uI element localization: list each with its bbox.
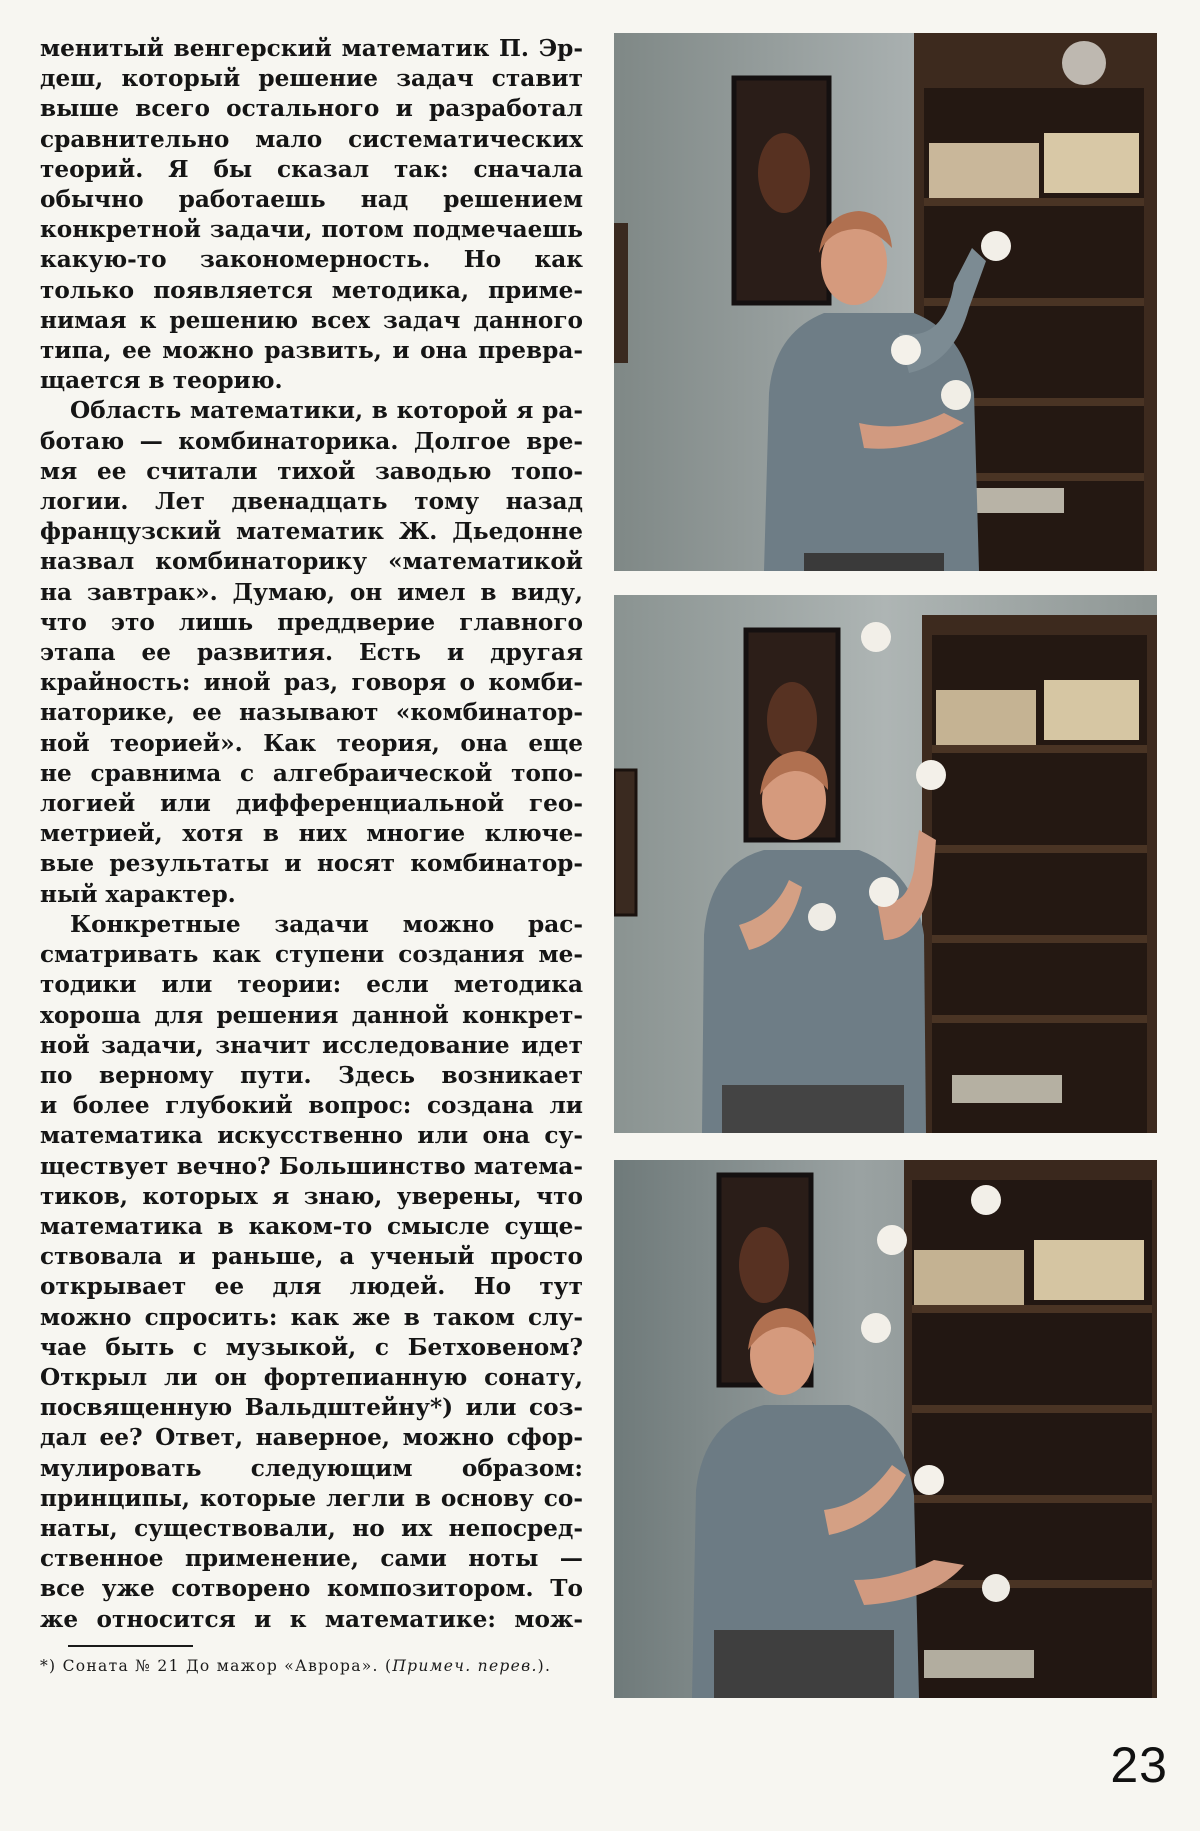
text-line: вые результаты и носят комбинатор- xyxy=(40,850,583,878)
text-line: французский математик Ж. Дьедонне xyxy=(40,518,583,546)
text-line: открывает ее для людей. Но тут xyxy=(40,1273,583,1301)
photo-juggler-1 xyxy=(614,33,1157,571)
text-line: хороша для решения данной конкрет- xyxy=(40,1001,583,1029)
text-line: мя ее считали тихой заводью топо- xyxy=(40,457,583,485)
text-line: дал ее? Ответ, наверное, можно сфор- xyxy=(40,1424,583,1452)
text-line: логией или дифференциальной гео- xyxy=(40,790,583,818)
text-line: же относится и к математике: мож- xyxy=(40,1605,583,1633)
photo-juggler-2 xyxy=(614,595,1157,1133)
text-line: типа, ее можно развить, и она превра- xyxy=(40,337,583,365)
text-line: мулировать следующим образом: xyxy=(40,1454,583,1482)
text-line: что это лишь преддверие главного xyxy=(40,608,583,636)
text-line: нимая к решению всех задач данного xyxy=(40,306,583,334)
text-line: назвал комбинаторику «математикой xyxy=(40,548,583,576)
text-line: по верному пути. Здесь возникает xyxy=(40,1061,583,1089)
text-line: наты, существовали, но их непосред- xyxy=(40,1514,583,1542)
text-line: не сравнима с алгебраической топо- xyxy=(40,759,583,787)
text-line: принципы, которые легли в основу со- xyxy=(40,1484,583,1512)
page-number: 23 xyxy=(1110,1737,1168,1793)
text-line: метрией, хотя в них многие ключе- xyxy=(40,820,583,848)
footnote-tail: ). xyxy=(537,1657,552,1675)
text-line: ствовала и раньше, а ученый просто xyxy=(40,1243,583,1271)
text-line: теорий. Я бы сказал так: сначала xyxy=(40,155,583,183)
footnote xyxy=(40,1655,583,1677)
text-line: только появляется методика, приме- xyxy=(40,276,583,304)
article-text xyxy=(40,34,583,1635)
text-line: сравнительно мало систематических xyxy=(40,125,583,153)
text-line: ной теорией». Как теория, она еще xyxy=(40,729,583,757)
text-line: ной задачи, значит исследование идет xyxy=(40,1031,583,1059)
text-line: выше всего остального и разработал xyxy=(40,95,583,123)
text-line: наторике, ее называют «комбинатор- xyxy=(40,699,583,727)
text-line: деш, который решение задач ставит xyxy=(40,65,583,93)
text-line: на завтрак». Думаю, он имел в виду, xyxy=(40,578,583,606)
text-line: щается в теорию. xyxy=(40,367,283,395)
text-line: крайность: иной раз, говоря о комби- xyxy=(40,669,583,697)
photo-juggler-3 xyxy=(614,1160,1157,1698)
text-line: математика в каком-то смысле суще- xyxy=(40,1212,583,1240)
text-line: чае быть с музыкой, с Бетховеном? xyxy=(40,1333,583,1361)
text-line: Область математики, в которой я ра- xyxy=(70,397,583,425)
text-line: можно спросить: как же в таком слу- xyxy=(40,1303,583,1331)
text-line: и более глубокий вопрос: создана ли xyxy=(40,1092,583,1120)
text-line: этапа ее развития. Есть и другая xyxy=(40,639,583,667)
text-line: все уже сотворено композитором. То xyxy=(40,1575,583,1603)
footnote-divider xyxy=(68,1645,193,1647)
text-line: ществует вечно? Большинство матема- xyxy=(40,1152,583,1180)
text-line: ный характер. xyxy=(40,880,236,908)
text-line: тодики или теории: если методика xyxy=(40,971,583,999)
text-line: математика искусственно или она су- xyxy=(40,1122,583,1150)
text-line: логии. Лет двенадцать тому назад xyxy=(40,488,583,516)
text-line: менитый венгерский математик П. Эр- xyxy=(40,35,583,62)
text-line: ботаю — комбинаторика. Долгое вре- xyxy=(40,427,583,455)
footnote-text: *) Соната № 21 До мажор «Аврора». ( xyxy=(40,1657,393,1675)
text-line: посвященную Вальдштейну*) или соз- xyxy=(40,1394,583,1422)
text-line: обычно работаешь над решением xyxy=(40,186,583,214)
text-line: сматривать как ступени создания ме- xyxy=(40,941,583,969)
text-line: ственное применение, сами ноты — xyxy=(40,1545,583,1573)
text-line: какую-то закономерность. Но как xyxy=(40,246,583,274)
text-line: Конкретные задачи можно рас- xyxy=(70,910,583,938)
text-line: тиков, которых я знаю, уверены, что xyxy=(40,1182,583,1210)
text-line: конкретной задачи, потом подмечаешь xyxy=(40,216,583,244)
footnote-italic: Примеч. перев. xyxy=(392,1657,538,1675)
text-line: Открыл ли он фортепианную сонату, xyxy=(40,1363,583,1391)
